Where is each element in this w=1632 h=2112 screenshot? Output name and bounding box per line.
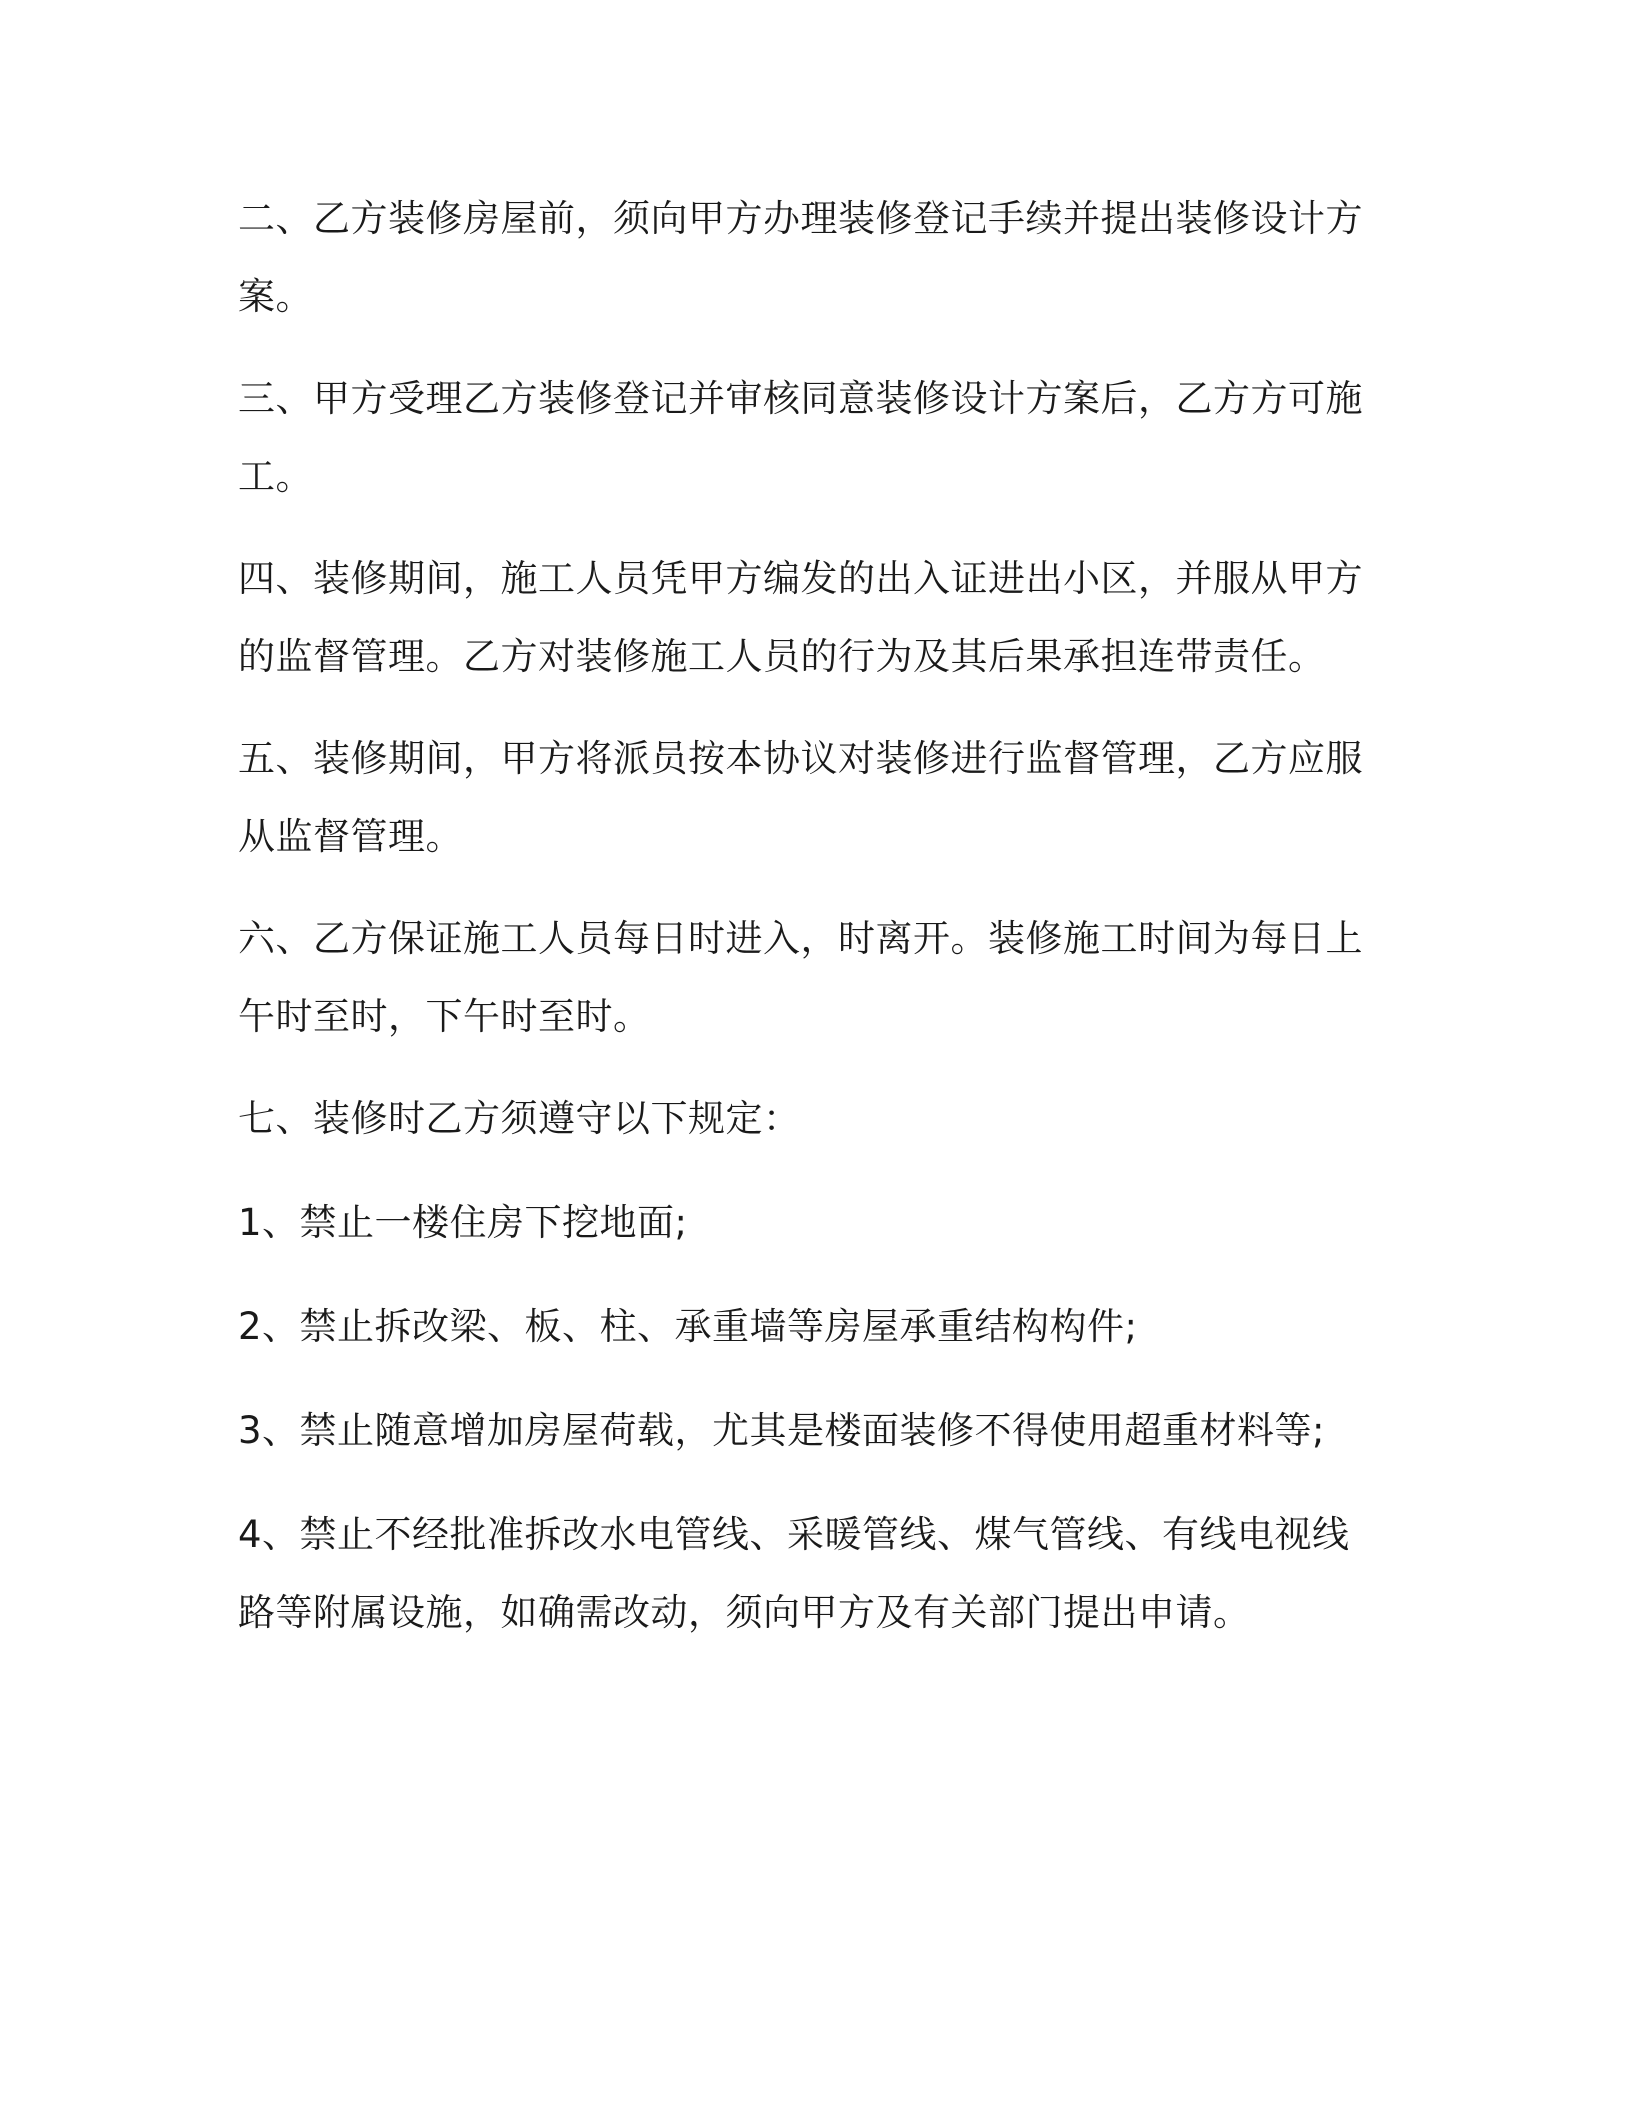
clause-6: 六、乙方保证施工人员每日时进入，时离开。装修施工时间为每日上午时至时，下午时至时。	[238, 917, 1363, 1038]
rule-2: 2、禁止拆改梁、板、柱、承重墙等房屋承重结构构件;	[238, 1305, 1138, 1348]
rule-1: 1、禁止一楼住房下挖地面;	[238, 1201, 688, 1244]
clause-2: 二、乙方装修房屋前，须向甲方办理装修登记手续并提出装修设计方案。	[238, 197, 1363, 318]
rule-4: 4、禁止不经批准拆改水电管线、采暖管线、煤气管线、有线电视线路等附属设施，如确需改动，须向甲方及有关部门提出申请。	[238, 1513, 1350, 1634]
rule-3: 3、禁止随意增加房屋荷载，尤其是楼面装修不得使用超重材料等;	[238, 1409, 1326, 1452]
clause-7-heading: 七、装修时乙方须遵守以下规定：	[238, 1097, 801, 1140]
clause-3: 三、甲方受理乙方装修登记并审核同意装修设计方案后，乙方方可施工。	[238, 377, 1363, 498]
document-body	[238, 180, 1378, 1676]
clause-4: 四、装修期间，施工人员凭甲方编发的出入证进出小区，并服从甲方的监督管理。乙方对装修施工人员的行为及其后果承担连带责任。	[238, 557, 1363, 678]
clause-5: 五、装修期间，甲方将派员按本协议对装修进行监督管理，乙方应服从监督管理。	[238, 737, 1363, 858]
